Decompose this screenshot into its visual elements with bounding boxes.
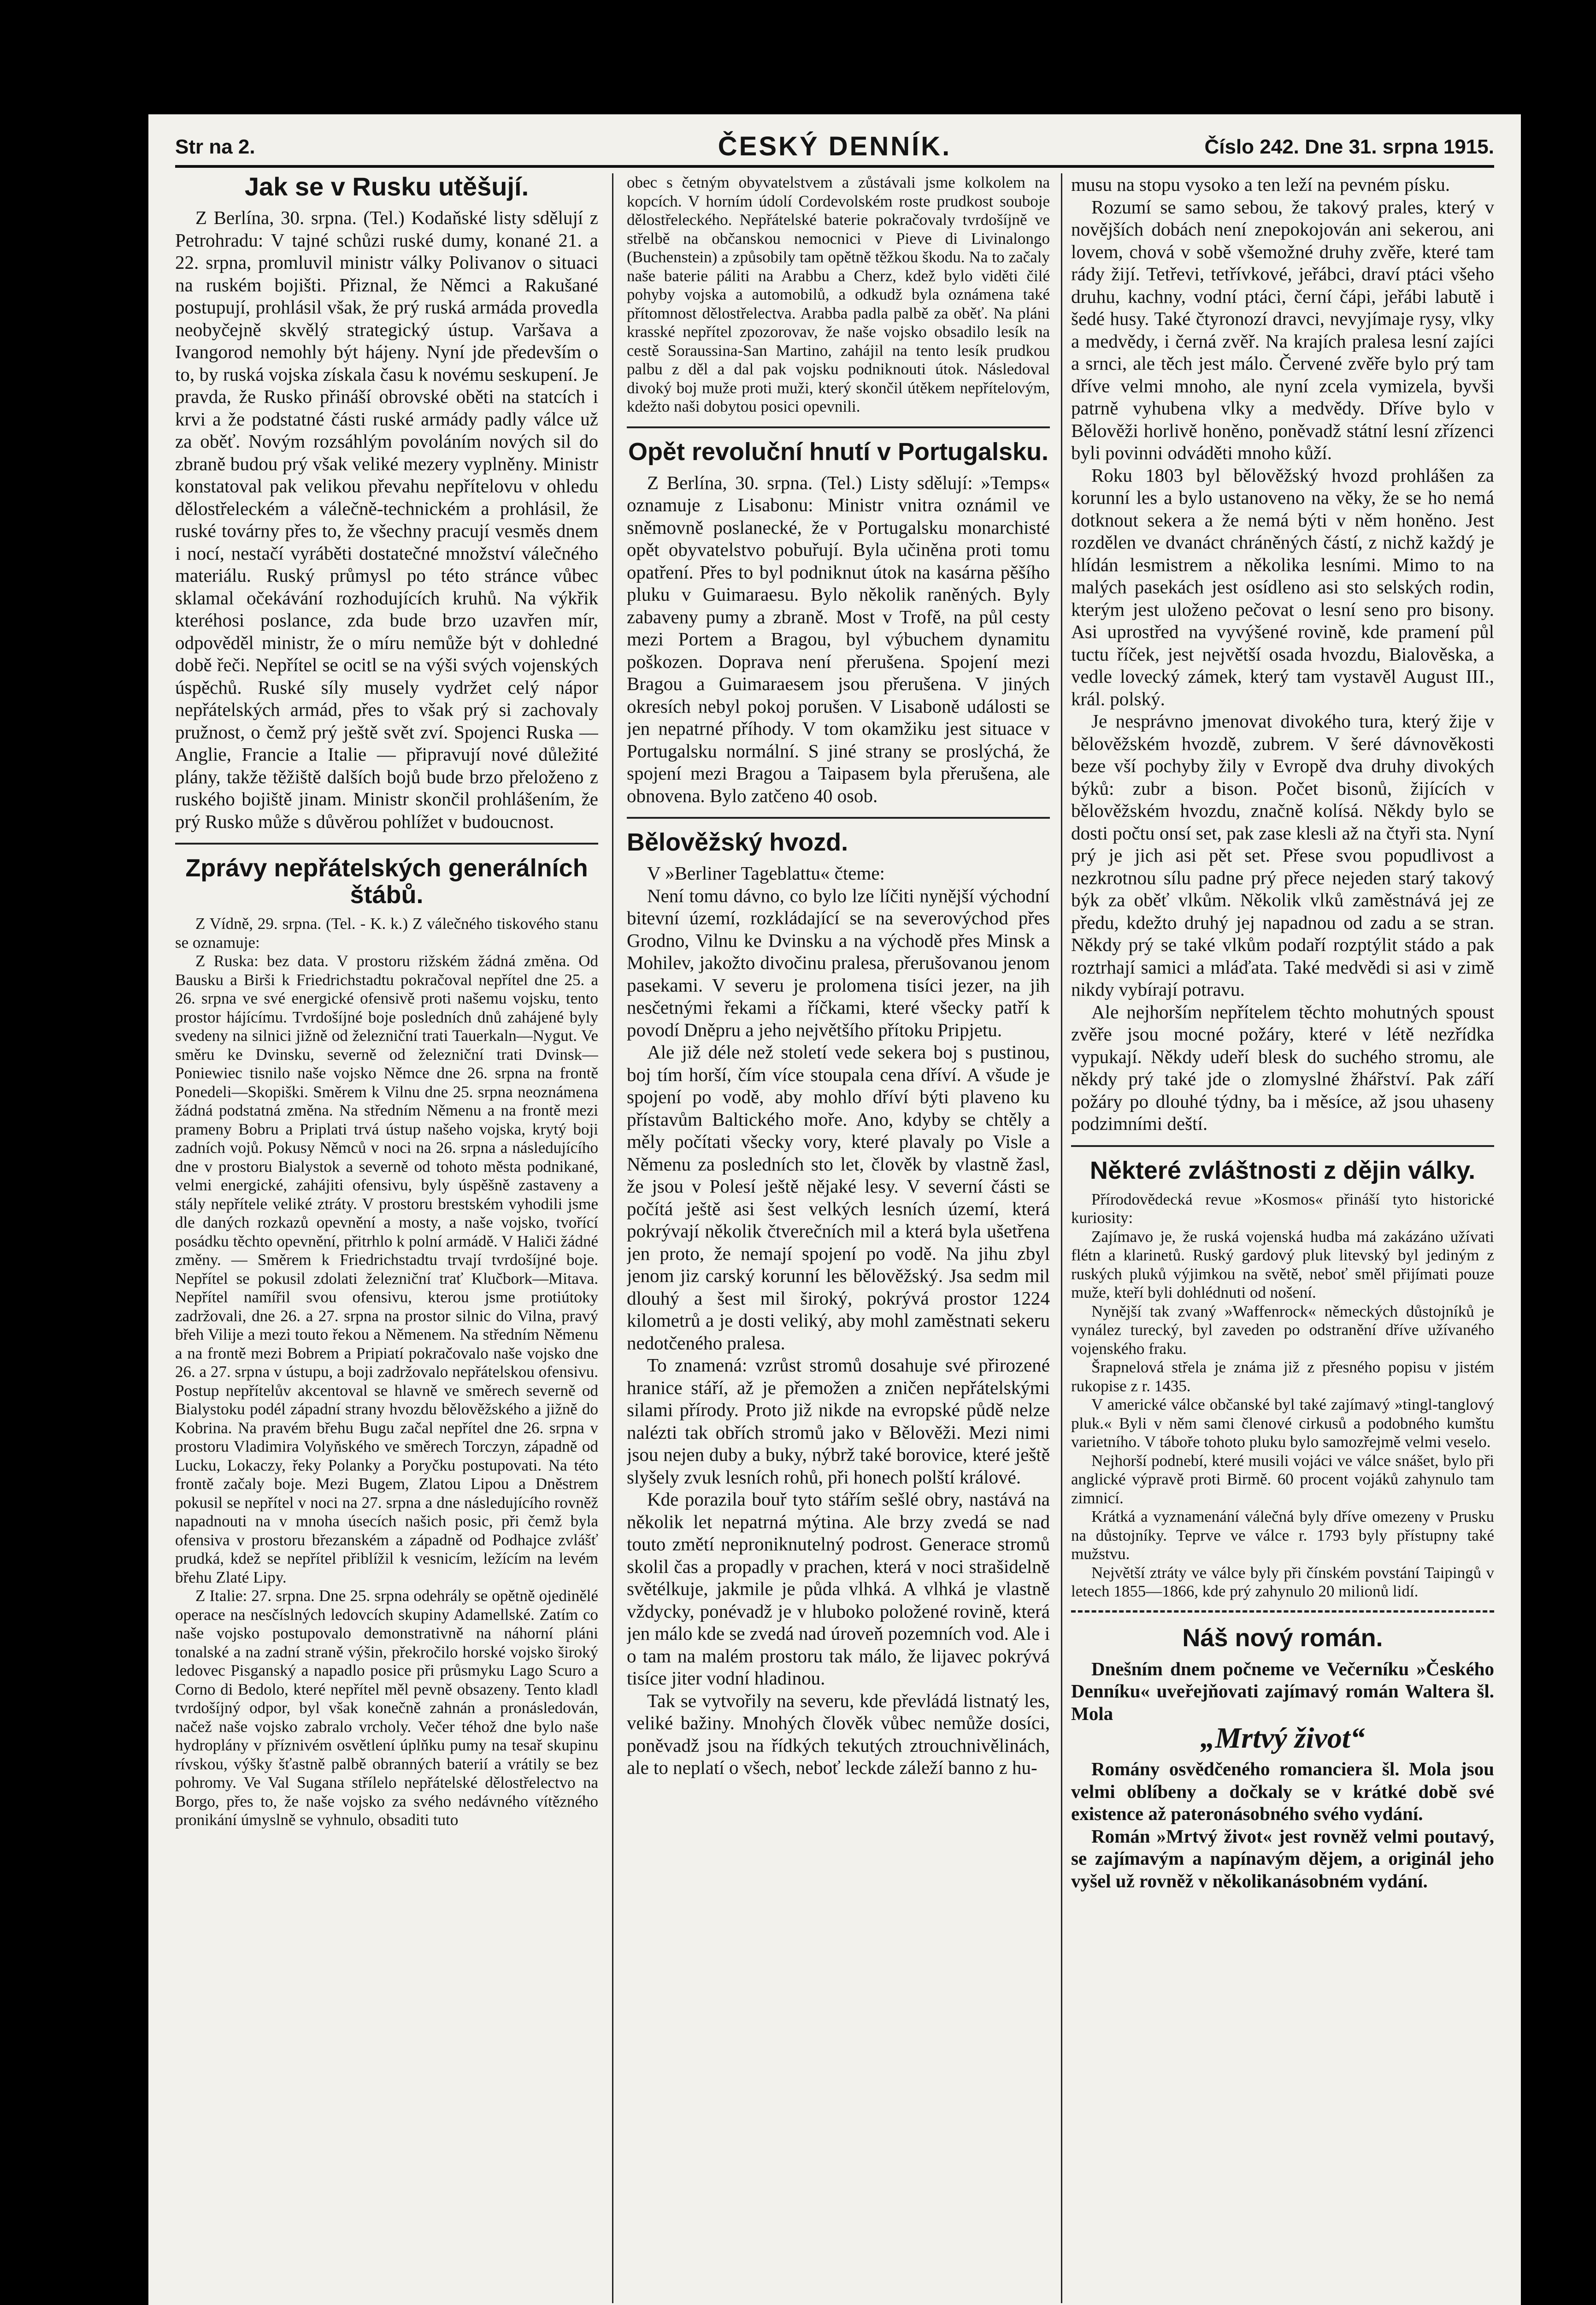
article-paragraph: Z Berlína, 30. srpna. (Tel.) Kodaňské listy sdělují z Petrohradu: V tajné schůzi ruské dumy, konané 21. a 22. srpna, promluvil ministr války Polivanov o situaci na ruském bojišti. Přiznal, že Němci a Rakušané postupují, prohlásil však, že prý ruská armáda provedla neobyčejně skvělý strategický ústup. Varšava a Ivangorod nemohly být hájeny. Nyní jde především o to, by ruská vojska získala času k novému seskupení. Je pravda, že Rusko přináší obrovské oběti na statcích i krvi a že podstatné části ruské armády padly válce už za oběť. Novým rozsáhlým povoláním nových sil do zbraně budou prý však veliké mezery vyplněny. Ministr konstatoval pak velikou převahu nepřítelovu v ohledu dělostřeleckém a válečně-technickém a prohlásil, že ruské továrny přes to, že všechny pracují vesměs dnem i nocí, nestačí vyráběti dostatečné množství válečného materiálu. Ruský průmysl po této stránce vůbec sklamal očekávání rozhodujících kruhů. Na výkřik kteréhosi poslance, zda bude brzo uzavřen mír, odpověděl ministr, že o míru nemůže být v dohledné době řeči. Nepřítel se ocitl se na výši svých vojenských úspěchů. Ruské síly musely vydržet celý nápor nepřátelských armád, přes to však prý si zachovaly pružnost, o čemž prý ještě svět zví. Spojenci Ruska — Anglie, Francie a Italie — připravují nové důležité plány, takže těžiště dalších bojů bude brzo přeloženo z ruského bojiště jinam. Ministr skončil prohlášením, že prý Rusko může s důvěrou pohlížet v budoucnost.	[175, 207, 598, 832]
column-rule	[1061, 173, 1062, 2303]
article-paragraph: Největší ztráty ve válce byly při čínském povstání Taipingů v letech 1855—1866, kde prý zahynulo 20 milionů lidí.	[1071, 1563, 1494, 1600]
issue-date: Číslo 242. Dne 31. srpna 1915.	[1204, 136, 1494, 158]
article-paragraph: V »Berliner Tageblattu« čteme:	[647, 863, 885, 884]
article-paragraph: Tak se vytvořily na severu, kde převládá listnatý les, veliké bažiny. Mnohých člověk vůbec nemůže dosíci, poněvadž jsou na řídkých tekutých ztrouchnivělinách, ale to neplatí o všech, neboť leckde záleží banno z hu-	[627, 1690, 1050, 1778]
article-paragraph: musu na stopu vysoko a ten leží na pevném písku.	[1071, 174, 1450, 195]
article-paragraph: Ale již déle než století vede sekera boj s pustinou, boj tím horší, čím více stoupala cena dříví. A všude je spojení po vodě, aby mohlo dříví býti plaveno ku přístavům Baltického moře. Ano, kdyby se chtěly a měly počítati všecky vory, které plavaly po Visle a Němenu za posledních sto let, člověk by vlastně žasl, že jsou v Polesí ještě nějaké lesy. V severní části se počítá ještě asi šest velkých lesních území, která pokrývají několik čtverečních mil a která byla ušetřena jen proto, že nemají spojení po vodě. Na jihu zbyl jenom jiz carský korunní les bělověžský. Jsa sedm mil dlouhý a šest mil široký, pokrývá prostor 1224 kilometrů a je dosti veliký, aby mohl zaměstnati sekeru nedotčeného pralesa.	[627, 1041, 1050, 1353]
article-paragraph: Z Vídně, 29. srpna. (Tel. - K. k.) Z válečného tiskového stanu se oznamuje:	[175, 915, 598, 952]
page-number: Str na 2.	[175, 136, 255, 158]
article-title: Opět revoluční hnutí v Portugalsku.	[628, 437, 1049, 466]
running-head	[175, 131, 1494, 163]
article-title: Jak se v Rusku utěšují.	[244, 173, 529, 201]
article-paragraph: Krátká a vyznamenání válečná byly dříve omezeny v Prusku na důstojníky. Teprve ve válce r. 1793 byly přístupny také mužstvu.	[1071, 1507, 1494, 1563]
article-separator	[627, 817, 1050, 819]
article-paragraph: Z Italie: 27. srpna. Dne 25. srpna odehrály se opětně ojedinělé operace na nesčíslných ledovcích skupiny Adamellské. Zatím co naše vojsko postupovalo demonstrativně na náhorní pláni tonalské a na zadní straně výšin, překročilo horské vojsko široký ledovec Pisganský a napadlo posice při průsmyku Lago Scuro a Corno di Bedolo, které nepřítel měl pevně obsazeny. Tento kladl tvrdošíjný odpor, byl však konečně zahnán a pronásledován, načež naše vojsko zabralo vrcholy. Večer téhož dne bylo naše hydroplány v příznivém osvětlení úplňku pumy na tesař skupinu rívskou, výšky šťastně palbě obranných baterií a vrátily se bez pohromy. Ve Val Sugana střílelo nepřátelské dělostřelectvo na Borgo, přes to, že naše vojsko za svého nedávného vítězného pronikání úmyslně se vyhnulo, obsaditi tuto	[175, 1587, 598, 1829]
article-paragraph: Román »Mrtvý život« jest rovněž velmi poutavý, se zajímavým a napínavým dějem, a originál jeho vyšel už rovněž v několikanásobném vydání.	[1071, 1825, 1494, 1891]
column-rule	[612, 173, 613, 2303]
article-paragraph: Dnešním dnem počneme ve Večerníku »Českého Denníku« uveřejňovati zajímavý román Waltera šl. Mola	[1071, 1658, 1494, 1724]
novel-title: „Mrtvý život“	[1200, 1721, 1365, 1754]
article-paragraph: V americké válce občanské byl také zajímavý »tingl-tanglový pluk.« Byli v něm sami členové cirkusů a podobného kumštu varietního. V táboře tohoto pluku bylo samozřejmě velmi veselo.	[1071, 1395, 1494, 1451]
article-title: Zprávy nepřátelských generálních štábů.	[185, 854, 588, 909]
column-1	[175, 173, 598, 2303]
article-title: Bělověžský hvozd.	[627, 828, 848, 856]
article-paragraph: Přírodovědecká revue »Kosmos« přináší tyto historické kuriosity:	[1071, 1190, 1494, 1227]
article-paragraph: Zajímavo je, že ruská vojenská hudba má zakázáno užívati flétn a klarinetů. Ruský gardový pluk litevský byl jediným z ruských pluků výjimkou na světě, neboť směl přijímati pouze muže, kteří byli dohlédnuti od nošení.	[1071, 1227, 1494, 1301]
article-separator	[1071, 1145, 1494, 1147]
article-paragraph: obec s četným obyvatelstvem a zůstávali jsme kolkolem na kopcích. V horním údolí Cordevolském roste prudkost souboje dělostřeleckého. Nepřátelské baterie pokračovaly tvrdošíjně ve střelbě na občanskou nemocnici v Pieve di Livinalongo (Buchenstein) a způsobily tam opětně těžkou škodu. Na to začaly naše baterie páliti na Arabbu a Cherz, kdež bylo viděti čilé pohyby vojska a automobilů, a odkudž byla oznámena také přítomnost dělostřelectva. Arabba padla palbě za oběť. Na pláni krasské nepřítel zpozorovav, že naše vojsko obsadilo lesík na cestě Soraussina-San Martino, zahájil na tento lesík prudkou palbu z děl a dal pak vojsku podniknouti útok. Následoval divoký boj muže proti muži, který skončil útěkem nepřítelovým, kdežto naši dobytou posici opevnili.	[627, 173, 1050, 415]
newspaper-page	[148, 114, 1521, 2305]
article-paragraph: Kde porazila bouř tyto stářím sešlé obry, nastává na několik let nepatrná mýtina. Ale brzy zvedá se nad touto změtí neproniknutelný podrost. Generace stromů skolil čas a propadly v prachen, která v noci strašidelně světélkuje, jakmile je půda vlhká. A vlhká je vlastně vždycky, ponévadž je v hluboko položené rovině, která jen málo kde se zvedá nad úroveň pozemních vod. Ale i o tam na malém prostoru tak málo, že lijavec pokrývá tisíce jiter vodní hladinou.	[627, 1489, 1050, 1689]
article-paragraph: To znamená: vzrůst stromů dosahuje své přirozené hranice stáří, až je přemožen a zničen nepřátelskými silami přírody. Proto již nikde na evropské půdě nelze nalézti tak obřích stromů jako v Bělověži. Mezi nimi jsou nejen duby a buky, nýbrž také borovice, které ještě slyšely zvuk lesních rohů, při honech polští králové.	[627, 1354, 1050, 1488]
masthead-title: ČESKÝ DENNÍK.	[718, 131, 952, 161]
article-title: Některé zvláštnosti z dějin války.	[1090, 1156, 1476, 1184]
article-title: Náš nový román.	[1182, 1624, 1383, 1652]
article-separator	[175, 843, 598, 845]
article-paragraph: Rozumí se samo sebou, že takový prales, který v novějších dobách není znepokojován ani sekerou, ani lovem, chová v sobě všemožné druhy zvěře, které tam rády žijí. Tetřevi, tetřívkové, jeřábci, draví ptáci všeho druhu, kachny, vodní ptáci, černí čápi, jeřábi labutě i šedé husy. Také čtyronozí dravci, nevyjímaje rysy, vlky a medvědy, i černá zvěř. Na krajích pralesa lesní zajíci a srnci, ale těch jest málo. Červené zvěře bylo prý tam dříve velmi mnoho, ale nyní zcela vymizela, byvši patrně vyhubena vlky a medvědy. Dříve bylo v Bělověži horlivě honěno, poněvadž státní lesní zřízenci byli povinni odváděti mnoho kůží.	[1071, 196, 1494, 463]
article-separator	[627, 426, 1050, 428]
article-paragraph: Z Berlína, 30. srpna. (Tel.) Listy sdělují: »Temps« oznamuje z Lisabonu: Ministr vnitra oznámil ve sněmovně poslanecké, že v Portugalsku monarchisté opět obyvatelstvo pobuřují. Byla učiněna proti tomu opatření. Přes to byl podniknut útok na kasárna pěšího pluku v Guimaraesu. Bylo několik raněných. Byly zabaveny pumy a zbraně. Most v Trofě, na půl cesty mezi Portem a Bragou, byl výbuchem dynamitu poškozen. Doprava není přerušena. Spojení mezi Bragou a Guimaraesem jsou přerušena. V jiných okresích nebyl pokoj porušen. V Lisaboně události se jen nepatrné příhody. V tom okamžiku jest situace v Portugalsku normální. S jiné strany se proslýchá, že spojení mezi Bragou a Taipasem byla přerušena, ale obnovena. Bylo zatčeno 40 osob.	[627, 472, 1050, 806]
article-paragraph: Nejhorší podnebí, které musili vojáci ve válce snášet, bylo při anglické výpravě proti Birmě. 60 procent vojáků zahynulo tam zimnicí.	[1071, 1451, 1494, 1507]
article-paragraph: Šrapnelová střela je známa již z přesného popisu v jistém rukopise z r. 1435.	[1071, 1358, 1494, 1395]
article-paragraph: Ale nejhorším nepřítelem těchto mohutných spoust zvěře jsou mocné požáry, které v létě nezřídka vypukají. Někdy udeří blesk do suchého stromu, ale někdy prý také jde o zlomyslné žhářství. Pak září požáry po dlouhé týdny, ba i měsíce, až jsou uhaseny podzimními deští.	[1071, 1001, 1494, 1134]
article-paragraph: Není tomu dávno, co bylo lze líčiti nynější východní bitevní území, rozkládající se na severovýchod přes Grodno, Vilnu ke Dvinsku a na východě přes Minsk a Mohilev, jakožto divočinu pralesa, přerušovanou jenom pasekami. V severu je prolomena tisíci jezer, na jih nesčetnými řekami a říčkami, které všecky patří k povodí Dněpru a jeho největšího přítoku Pripjetu.	[627, 885, 1050, 1040]
article-paragraph: Nynější tak zvaný »Waffenrock« německých důstojníků je vynález turecký, byl zaveden po odstranění dříve užívaného vojenského fraku.	[1071, 1302, 1494, 1358]
dashed-separator	[1071, 1610, 1494, 1613]
article-paragraph: Je nesprávno jmenovat divokého tura, který žije v bělověžském hvozdě, zubrem. V šeré dávnověkosti beze vší pochyby žily v Evropě dva druhy divokých býků: zubr a bison. Počet bisonů, žijících v bělověžském hvozdu, značně kolísá. Někdy bylo se dosti počtu onsí set, pak zase klesli až na čtyři sta. Nyní prý je jich asi pět set. Přese svou popudlivost a nezkrotnou sílu padne prý přece nejeden starý takový býk za oběť vlkům. Několik vlků zaměstnává jej ze předu, kdežto druhý jej napadnou od zadu a se stran. Někdy prý se také vlkům podaří rozptýlit stádo a pak roztrhají samici a mláďata. Také medvědi si asi v zimě nikdy vybírají potravu.	[1071, 710, 1494, 1000]
article-paragraph: Z Ruska: bez data. V prostoru rižském žádná změna. Od Bausku a Birši k Friedrichstadtu pokračoval nepřítel dne 25. a 26. srpna ve své energické ofensivě proti našemu vojsku, tento prostor hájícímu. Tvrdošíjné boje posledních dnů zahájené byly svedeny na silnici jižně od železniční trati Tauerkaln—Nygut. Ve směru ke Dvinsku, severně od železniční trati Dvinsk—Poniewiec tisnilo naše vojsko Němce dne 26. srpna na frontě Ponedeli—Skopiški. Směrem k Vilnu dne 25. srpna neoznámena žádná podstatná změna. Na středním Němenu a na frontě mezi prameny Bobru a Priplati trvá ústup našeho vojska, krytý boji zadních vojů. Pokusy Němců v noci na 26. srpna a následujícího dne v prostoru Bialystok a severně od tohoto města podnikané, velmi energické, zahájiti ofensivu, byly úspěšně zastaveny a stály nepřítele veliké ztráty. V prostoru brestském vyhodili jsme dle daných rozkazů opevnění a mosty, a naše vojsko, tvořící posádku těchto opevnění, přitrhlo k polní armádě. V Haliči žádné změny. — Směrem k Friedrichstadtu trvají tvrdošíjné boje. Nepřítel se pokusil zdolati železniční trať Klučbork—Mitava. Nepřítel namířil svou ofensivu, kterou jsme protiútoky zadržovali, dne 26. a 27. srpna na prostor silnic do Vilna, pravý břeh Vilije a mezi touto řekou a Němenem. Na středním Němenu a na frontě mezi Bobrem a Pripiatí pokračovalo naše vojsko dne 26. a 27. srpna v ústupu, a boji zadržovalo nepřátelskou ofensivu. Postup nepřítelův akcentoval se hlavně ve směrech severně od Bialystoku podél západní strany hvozdu bělověžského a jižně do Kobrina. Na pravém břehu Bugu začal nepřítel dne 26. srpna v prostoru Vladimira Volyňského ve směrech Torczyn, západně od Lucku, Lokaczy, řeky Polanky a Poryčku postupovati. Na této frontě začaly boje. Mezi Bugem, Zlatou Lipou a Dněstrem pokusil se nepřítel v noci na 27. srpna a dne následujícího rovněž napadnouti na v mnoha úsecích našich posic, při čemž byla ofensiva v prostoru březanském a západně od Podhajce zvlášť prudká, kdež se nepřítel přiblížil k vesnicím, ležícím na levém břehu Zlaté Lipy.	[175, 952, 598, 1586]
header-rule	[175, 165, 1494, 168]
column-2	[627, 173, 1050, 2303]
column-3	[1071, 173, 1494, 2303]
article-paragraph: Roku 1803 byl bělověžský hvozd prohlášen za korunní les a bylo ustanoveno na věky, že se ho nemá dotknout sekera a že nemá býti v něm honěno. Jest rozdělen ve dvanáct chráněných částí, z nichž každý je hlídán lesmistrem a několika lesními. Mimo to na malých pasekách jest osídleno asi sto selských rodin, kterým jest uloženo pečovat o lesní seno pro bisony. Asi uprostřed na vyvýšené rovině, kde pramení půl tuctu říček, jest největší osada hvozdu, Bialověska, a vedle lovecký zámek, který tam vystavěl August III., král. polský.	[1071, 464, 1494, 709]
article-paragraph: Romány osvědčeného romanciera šl. Mola jsou velmi oblíbeny a dočkaly se v krátké době své existence až pateronásobného svého vydání.	[1071, 1758, 1494, 1824]
